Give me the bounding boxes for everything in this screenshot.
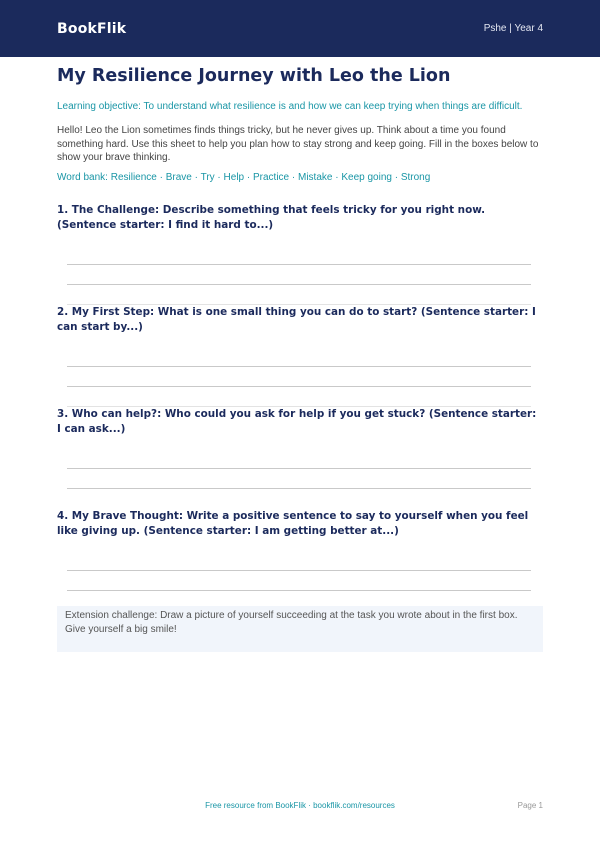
question-2-text: 2. My First Step: What is one small thing you can do to start? (Sentence starter: I can start by...) bbox=[57, 306, 536, 333]
page-number: Page 1 bbox=[517, 801, 543, 810]
learning-objective: Learning objective: To understand what resilience is and how we can keep trying when things are difficult. bbox=[57, 101, 523, 112]
footer-source-link[interactable]: Free resource from BookFlik · bookflik.com/resources bbox=[205, 801, 395, 810]
question-4-section bbox=[57, 509, 543, 539]
page-title: My Resilience Journey with Leo the Lion bbox=[57, 66, 451, 86]
brand-logo[interactable]: BookFlik bbox=[57, 20, 127, 37]
question-1-text: 1. The Challenge: Describe something that feels tricky for you right now. (Sentence starter: I find it hard to...) bbox=[57, 204, 486, 231]
question-3-section bbox=[57, 407, 543, 437]
answer-line[interactable] bbox=[67, 590, 531, 591]
answer-line[interactable] bbox=[67, 488, 531, 489]
question-1-section bbox=[57, 203, 543, 233]
extension-challenge-box: Extension challenge: Draw a picture of yourself succeeding at the task you wrote about in the first box. Give yourself a big smile! bbox=[57, 606, 543, 652]
question-3-text: 3. Who can help?: Who could you ask for help if you get stuck? (Sentence starter: I can ask...) bbox=[57, 408, 537, 435]
question-4-text: 4. My Brave Thought: Write a positive sentence to say to yourself when you feel like giving up. (Sentence starter: I am getting better at...) bbox=[57, 510, 529, 537]
subject-year-label: Pshe | Year 4 bbox=[483, 23, 543, 34]
answer-line[interactable] bbox=[67, 284, 531, 285]
answer-line[interactable] bbox=[67, 264, 531, 265]
answer-line[interactable] bbox=[67, 386, 531, 387]
answer-line[interactable] bbox=[67, 366, 531, 367]
answer-line[interactable] bbox=[67, 468, 531, 469]
intro-text: Hello! Leo the Lion sometimes finds things tricky, but he never gives up. Think about a time you found something hard. Use this sheet to help you plan how to stay strong and keep going. Fill in the boxes below to show your brave thinking. bbox=[57, 125, 539, 163]
answer-line[interactable] bbox=[67, 570, 531, 571]
word-bank: Word bank: Resilience · Brave · Try · Help · Practice · Mistake · Keep going · Strong bbox=[57, 172, 431, 183]
header-bar bbox=[0, 0, 600, 57]
question-2-section bbox=[57, 305, 543, 335]
